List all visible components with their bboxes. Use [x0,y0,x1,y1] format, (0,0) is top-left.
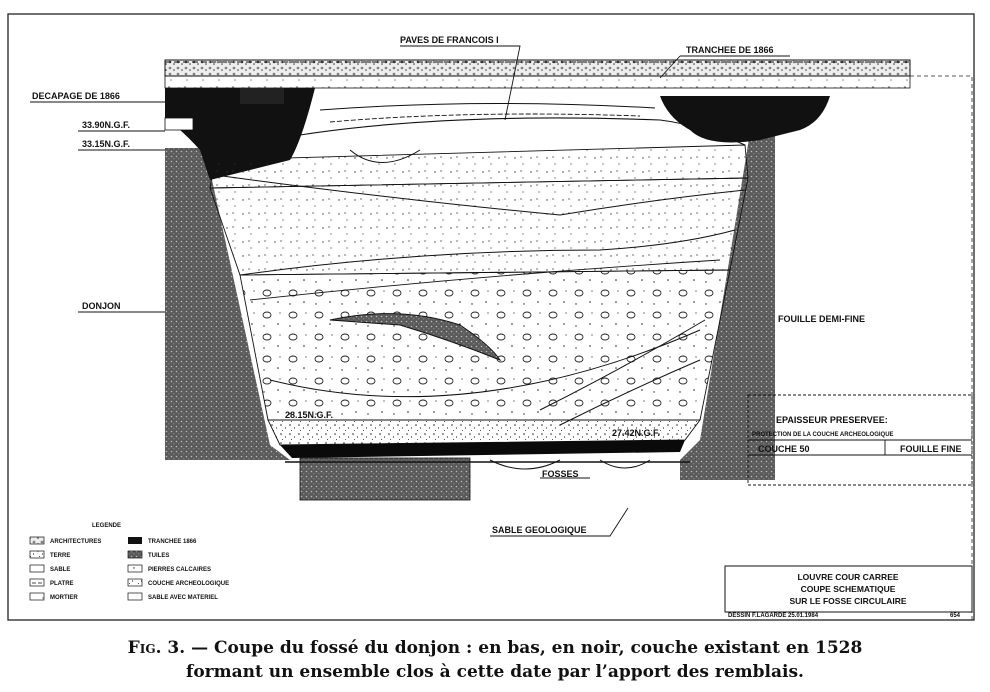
legend-item [128,593,218,601]
legend-item [128,565,211,573]
svg-text:TERRE: TERRE [50,553,71,559]
main-fill-layer [210,178,748,275]
label-fouille-fine: FOUILLE FINE [900,444,962,454]
svg-text:SABLE AVEC MATERIEL: SABLE AVEC MATERIEL [148,595,218,601]
caption-text-1: — Coupe du fossé du donjon : en bas, en noir, couche existant en 1528 [185,638,863,658]
svg-text:SABLE: SABLE [50,567,71,573]
fosse-2 [600,460,650,468]
svg-text:MORTIER: MORTIER [50,595,78,601]
legend-title: LEGENDE [92,523,122,529]
title-author: DESSIN F.LAGARDE [728,613,787,619]
caption-line-1 [0,636,990,660]
label-level-2: 33.15N.G.F. [82,139,131,149]
label-level-1: 33.90N.G.F. [82,120,131,130]
svg-text:TUILES: TUILES [148,553,170,559]
svg-text:TRANCHEE 1866: TRANCHEE 1866 [148,539,197,545]
svg-text:COUCHE ARCHEOLOGIQUE: COUCHE ARCHEOLOGIQUE [148,581,230,587]
title-number: 654 [950,613,961,619]
label-decapage: DECAPAGE DE 1866 [32,91,120,101]
caption-line-2: formant un ensemble clos à cette date par l’apport des remblais. [186,662,804,682]
label-tranchee: TRANCHEE DE 1866 [686,45,774,55]
title-line-3: SUR LE FOSSE CIRCULAIRE [789,596,907,606]
figure-caption [0,636,990,684]
title-line-2: COUPE SCHEMATIQUE [800,584,896,594]
title-date: 25.01.1984 [788,613,819,619]
legend-item [128,537,197,545]
label-fosses: FOSSES [542,469,579,479]
legend [30,523,229,601]
trench-1866-right [660,96,830,142]
legend-item [30,551,70,559]
legend-item [128,551,169,559]
label-donjon: DONJON [82,301,121,311]
label-paves: PAVES DE FRANCOIS I [400,35,499,45]
legend-item [30,593,78,601]
caption-fig-label: Fig. 3. [127,638,186,658]
legend-item [30,537,101,545]
legend-item [128,579,229,587]
label-fouille-demi-fine: FOUILLE DEMI-FINE [778,314,865,324]
label-couche-50: COUCHE 50 [758,444,810,454]
title-line-1: LOUVRE COUR CARREE [797,572,899,582]
label-epaisseur: EPAISSEUR PRESERVEE: [776,415,888,425]
legend-item [30,579,74,587]
svg-text:ARCHITECTURES: ARCHITECTURES [50,539,102,545]
legend-item [30,565,70,573]
title-block [725,566,972,619]
label-sable-geologique: SABLE GEOLOGIQUE [492,525,587,535]
svg-text:PLATRE: PLATRE [50,581,74,587]
foundation-blocks [300,458,470,500]
svg-text:PIERRES CALCAIRES: PIERRES CALCAIRES [148,567,212,573]
label-protection: PROTECTION DE LA COUCHE ARCHEOLOGIQUE [752,432,894,438]
label-level-4: 27.42N.G.F. [612,428,661,438]
label-level-3: 28.15N.G.F. [285,410,334,420]
